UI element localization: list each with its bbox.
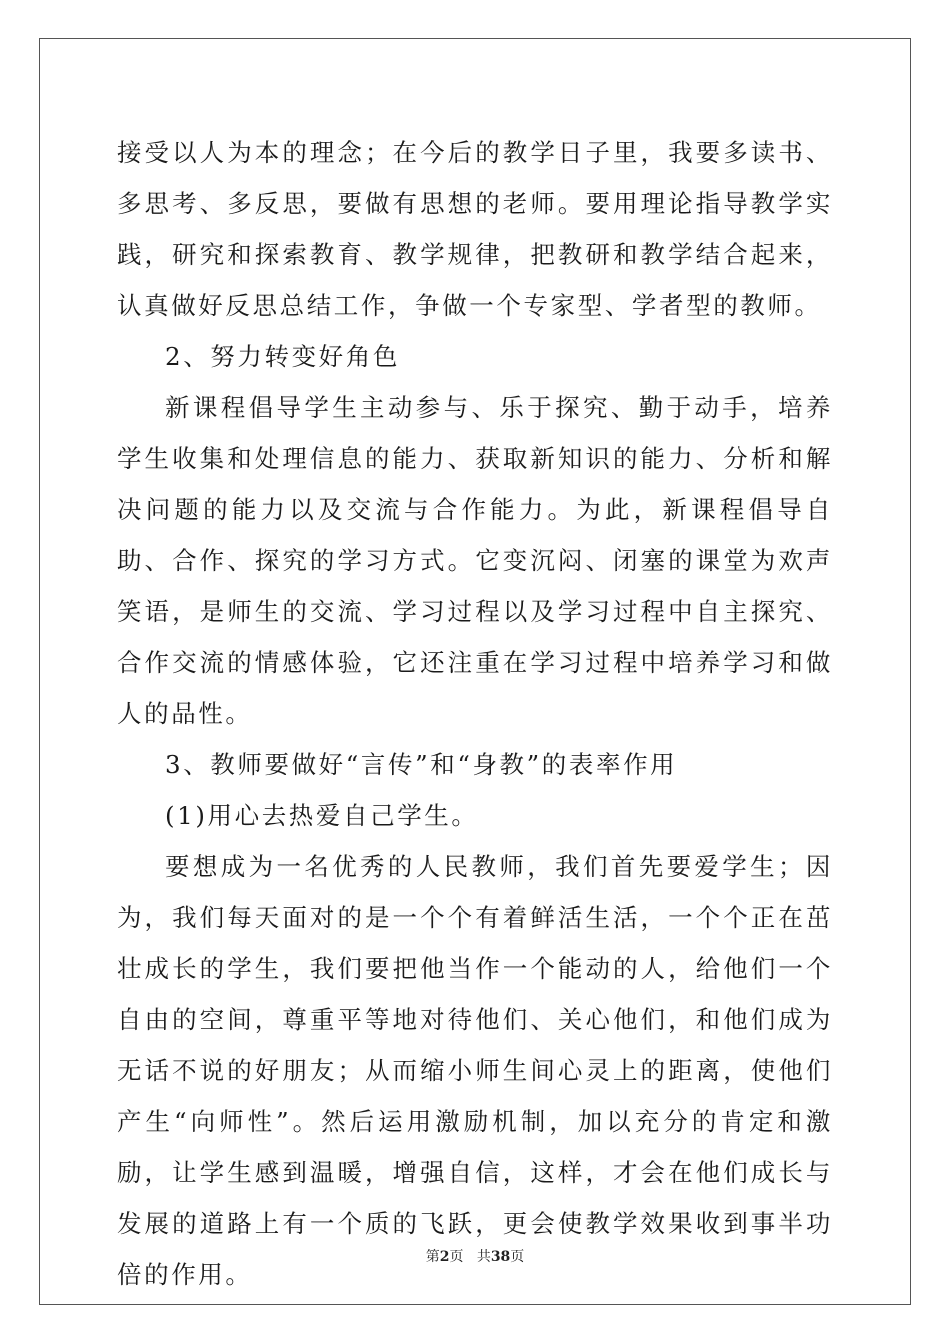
page-footer [0, 1246, 950, 1266]
total-pages-number: 38 [490, 1249, 511, 1265]
footer-total-unit: 页 [510, 1249, 525, 1265]
footer-page-unit: 页 [449, 1249, 464, 1265]
footer-total-prefix: 共 [476, 1249, 491, 1265]
current-page-number: 2 [439, 1249, 450, 1265]
paragraph-6: 要想成为一名优秀的人民教师，我们首先要爱学生；因为，我们每天面对的是一个个有着鲜活生活，一个个正在茁壮成长的学生，我们要把他当作一个能动的人，给他们一个自由的空间，尊重平等地对待他们、关心他们，和他们成为无话不说的好朋友；从而缩小师生间心灵上的距离，使他们产生“向师性”。然后运用激励机制，加以充分的肯定和激励，让学生感到温暖，增强自信，这样，才会在他们成长与发展的道路上有一个质的飞跃，更会使教学效果收到事半功倍的作用。 [117, 852, 833, 1289]
paragraph-2-heading: 2、努力转变好角色 [165, 342, 400, 371]
footer-prefix: 第 [425, 1249, 440, 1265]
paragraph-3: 新课程倡导学生主动参与、乐于探究、勤于动手，培养学生收集和处理信息的能力、获取新知识的能力、分析和解决问题的能力以及交流与合作能力。为此，新课程倡导自助、合作、探究的学习方式。它变沉闷、闭塞的课堂为欢声笑语，是师生的交流、学习过程以及学习过程中自主探究、合作交流的情感体验，它还注重在学习过程中培养学习和做人的品性。 [117, 393, 833, 728]
paragraph-4-heading: 3、教师要做好“言传”和“身教”的表率作用 [165, 750, 678, 779]
paragraph-1: 接受以人为本的理念；在今后的教学日子里，我要多读书、多思考、多反思，要做有思想的老师。要用理论指导教学实践，研究和探索教育、教学规律，把教研和教学结合起来，认真做好反思总结工作，争做一个专家型、学者型的教师。 [117, 138, 833, 320]
document-body [117, 127, 833, 1300]
paragraph-5-subheading: (1)用心去热爱自己学生。 [165, 801, 479, 830]
